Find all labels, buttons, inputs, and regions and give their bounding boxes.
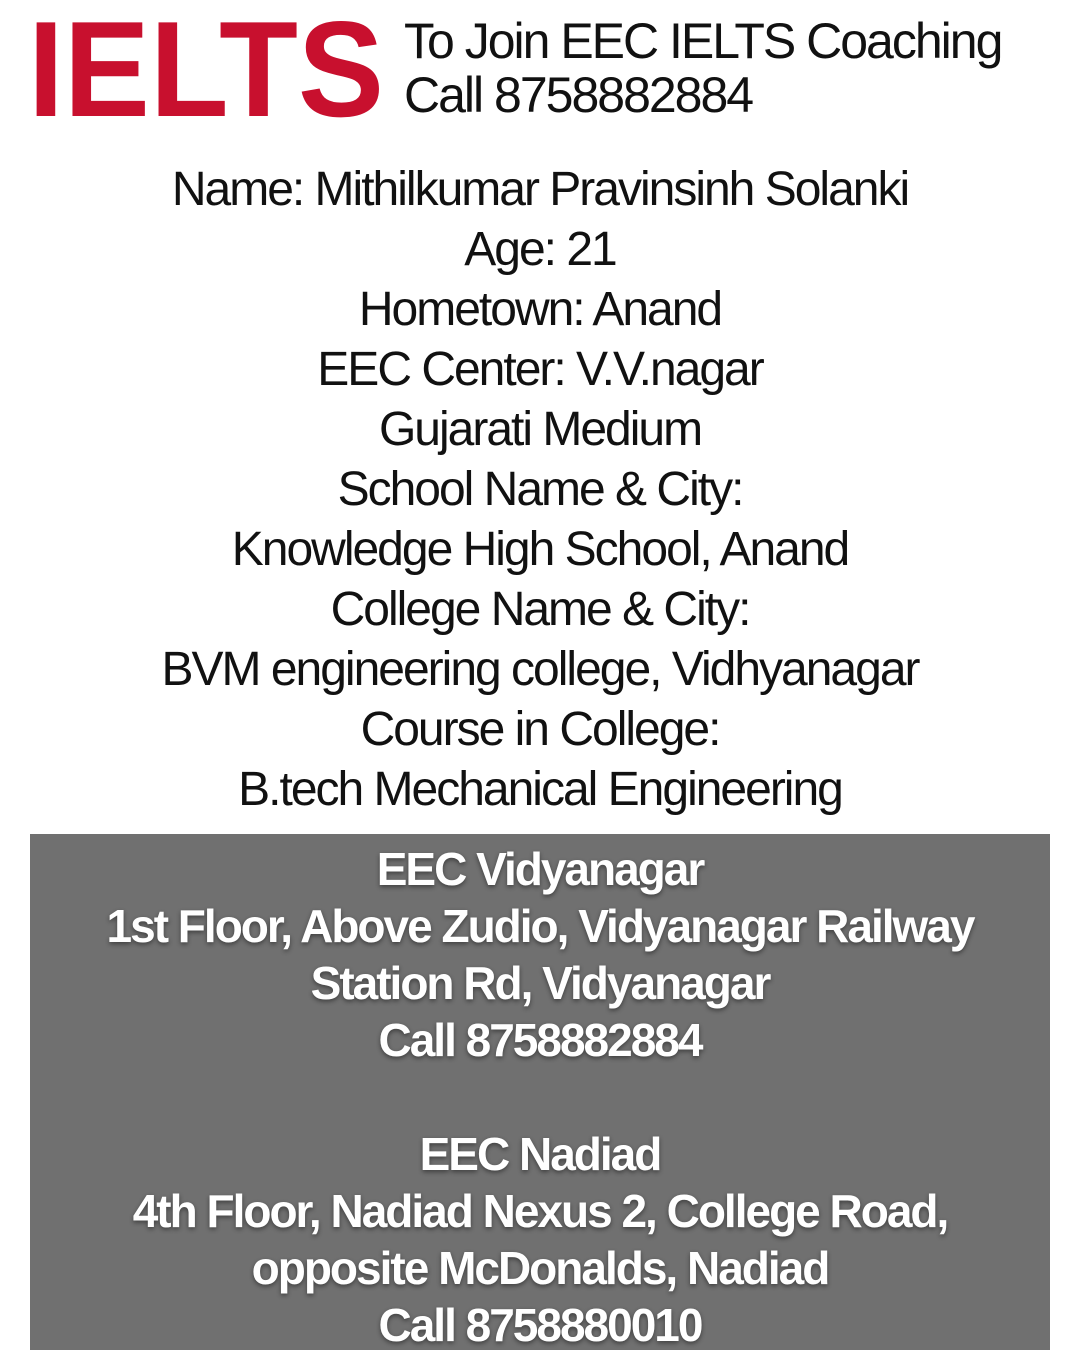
- college-value: BVM engineering college, Vidhyanagar: [161, 643, 919, 696]
- student-hometown: Hometown: Anand: [358, 283, 722, 336]
- branch-nadiad-address-line1: 4th Floor, Nadiad Nexus 2, College Road,: [132, 1185, 948, 1237]
- school-value: Knowledge High School, Anand: [231, 523, 849, 576]
- branch-vidyanagar-address-line1: 1st Floor, Above Zudio, Vidyanagar Railway: [106, 900, 974, 952]
- course-label: Course in College:: [360, 703, 720, 756]
- branch-address-panel: [30, 834, 1050, 1350]
- branch-nadiad-name: EEC Nadiad: [419, 1128, 661, 1180]
- branch-vidyanagar-address-line2: Station Rd, Vidyanagar: [310, 957, 770, 1009]
- school-label: School Name & City:: [337, 463, 743, 516]
- branch-vidyanagar-name: EEC Vidyanagar: [376, 843, 704, 895]
- course-value: B.tech Mechanical Engineering: [238, 763, 842, 816]
- college-label: College Name & City:: [330, 583, 750, 636]
- ielts-logo-graphic: [28, 4, 388, 128]
- student-name: Name: Mithilkumar Pravinsinh Solanki: [171, 163, 909, 216]
- branch-nadiad-phone: Call 8758880010: [378, 1299, 702, 1351]
- student-medium: Gujarati Medium: [378, 403, 702, 456]
- cta-join-text: To Join EEC IELTS Coaching: [404, 13, 1002, 69]
- student-profile: [0, 160, 1080, 820]
- cta-phone-text: Call 8758882884: [404, 67, 753, 123]
- student-center: EEC Center: V.V.nagar: [317, 343, 763, 396]
- branch-vidyanagar-phone: Call 8758882884: [378, 1014, 702, 1066]
- student-age: Age: 21: [464, 223, 616, 276]
- branch-spacer: [30, 1069, 1050, 1126]
- branch-nadiad-address-line2: opposite McDonalds, Nadiad: [251, 1242, 829, 1294]
- coaching-call-to-action: [404, 14, 1001, 122]
- ielts-logo: [28, 4, 388, 128]
- ielts-logo-text: IELTS: [28, 4, 384, 128]
